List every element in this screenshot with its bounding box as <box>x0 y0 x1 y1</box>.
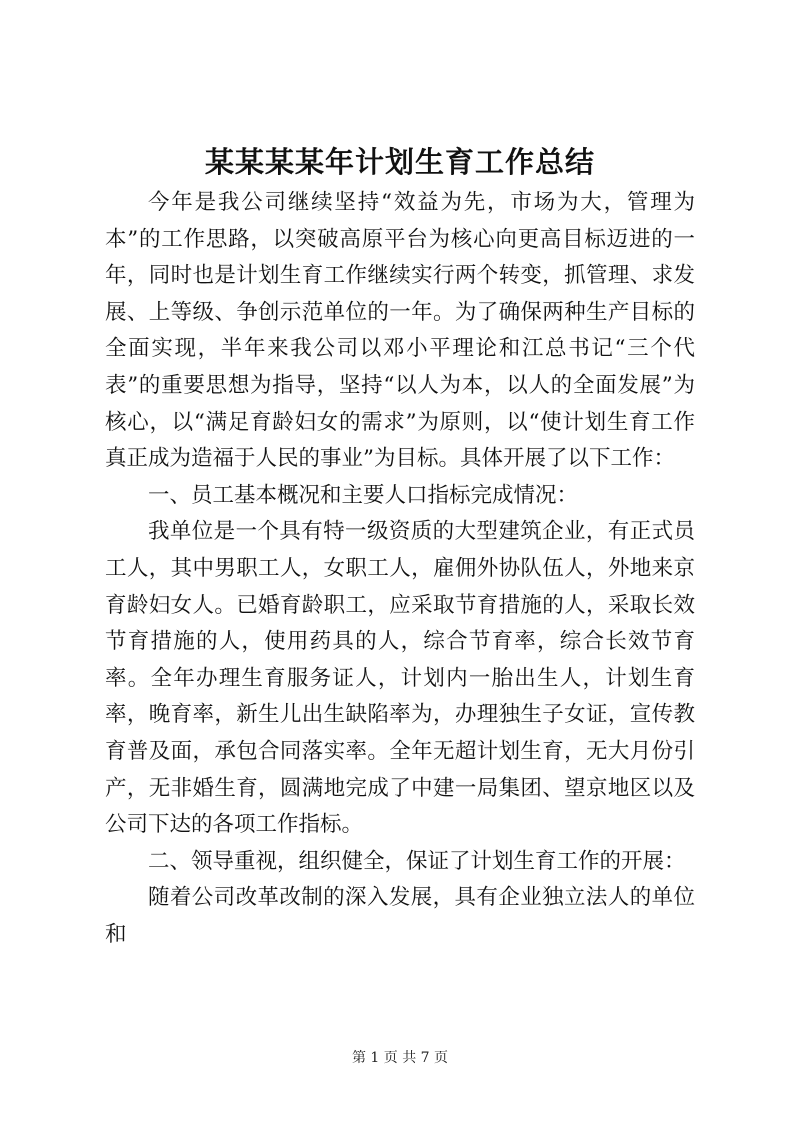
paragraph-section-2: 随着公司改革改制的深入发展，具有企业独立法人的单位和 <box>105 885 695 947</box>
paragraph-intro: 今年是我公司继续坚持“效益为先，市场为大，管理为本”的工作思路，以突破高原平台为核心向更高目标迈进的一年，同时也是计划生育工作继续实行两个转变，抓管理、求发展、上等级、争创示范单位的一年。为了确保两种生产目标的全面实现，半年来我公司以邓小平理论和江总书记“三个代表”的重要思想为指导，坚持“以人为本，以人的全面发展”为核心，以“满足育龄妇女的需求”为原则，以“使计划生育工作真正成为造福于人民的事业”为目标。具体开展了以下工作： <box>105 190 695 472</box>
section-heading-1: 一、员工基本概况和主要人口指标完成情况： <box>148 482 579 508</box>
page-footer: 第 1 页 共 7 页 <box>351 1050 449 1066</box>
document-body <box>105 185 695 953</box>
paragraph-section-1: 我单位是一个具有特一级资质的大型建筑企业，有正式员工人，其中男职工人，女职工人，雇佣外协队伍人，外地来京育龄妇女人。已婚育龄职工，应采取节育措施的人，采取长效节育措施的人，使用药具的人，综合节育率，综合长效节育率。全年办理生育服务证人，计划内一胎出生人，计划生育率，晚育率，新生儿出生缺陷率为，办理独生子女证，宣传教育普及面，承包合同落实率。全年无超计划生育，无大月份引产，无非婚生育，圆满地完成了中建一局集团、望京地区以及公司下达的各项工作指标。 <box>105 519 695 838</box>
document-title: 某某某某年计划生育工作总结 <box>204 145 595 179</box>
section-heading-2: 二、领导重视，组织健全，保证了计划生育工作的开展： <box>148 848 686 874</box>
